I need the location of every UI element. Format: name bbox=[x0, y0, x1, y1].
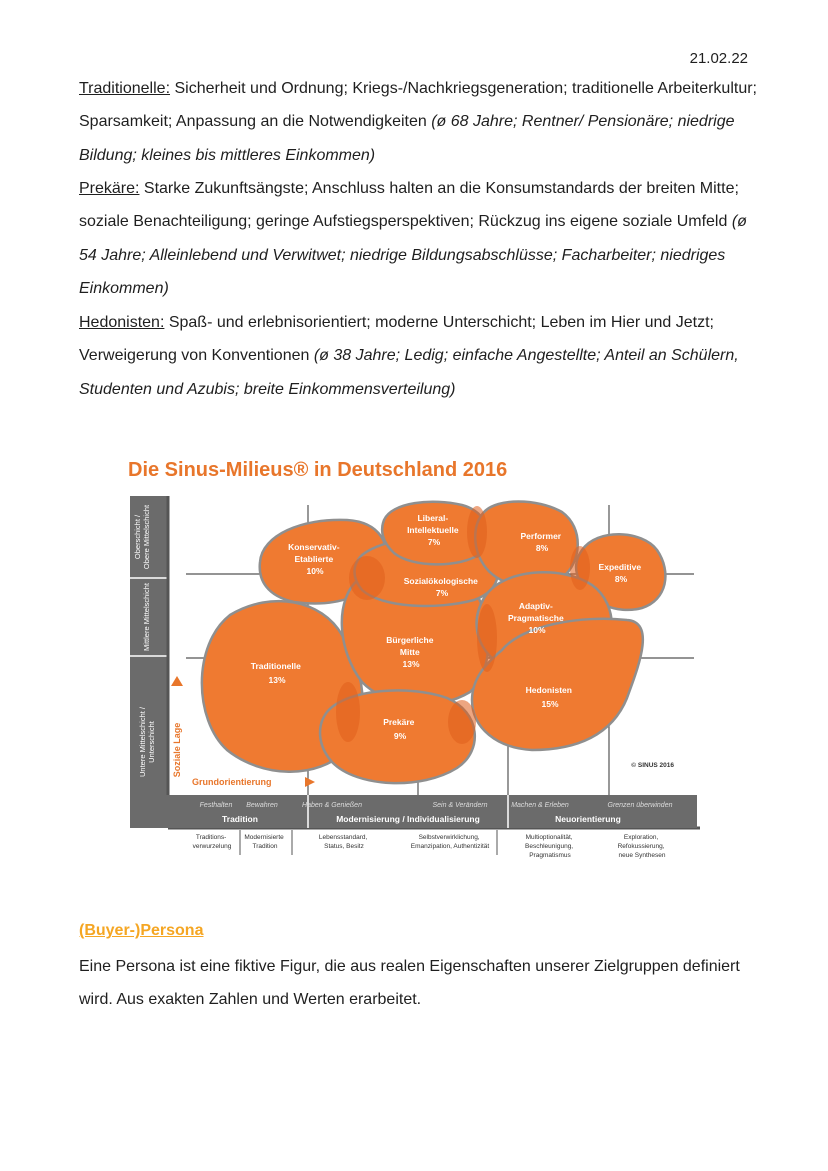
label-adaptiv-pragmatische: Adaptiv- Pragmatische 10% bbox=[507, 601, 564, 635]
left-axis-lower: Untere Mittelschicht /Unterschicht bbox=[138, 706, 156, 778]
label-traditionelle: Traditionelle 13% bbox=[250, 661, 301, 685]
desc-lebensstandard: Lebensstandard, Status, Besitz bbox=[318, 834, 368, 850]
label-liberal-intellektuelle: Liberal- Intellektuelle 7% bbox=[407, 513, 459, 547]
italic-traditionelle: (ø 68 Jahre; Rentner/ Pensionäre; niedrige Bildung; kleines bis mittleres Einkommen) bbox=[79, 113, 735, 164]
sub-bewahren: Bewahren bbox=[246, 802, 278, 809]
text-hedonisten: Spaß- und erlebnisorientiert; moderne Unterschicht; Leben im Hier und Jetzt; Verweigerung von Konventionen bbox=[79, 314, 714, 365]
desc-selbstverwirklichung: Selbstverwirklichung, Emanzipation, Authentizität bbox=[410, 834, 490, 850]
left-axis-middle: Mittlere Mittelschicht bbox=[142, 583, 151, 651]
sub-haben-geniessen: Haben & Genießen bbox=[302, 802, 362, 809]
main-modernisierung: Modernisierung / Individualisierung bbox=[336, 814, 480, 824]
label-prekaere: Prekäre: bbox=[79, 180, 140, 197]
label-hedonisten: Hedonisten: bbox=[79, 314, 165, 331]
paragraph-hedonisten bbox=[79, 306, 769, 406]
sub-festhalten: Festhalten bbox=[199, 802, 233, 809]
label-traditionelle: Traditionelle: bbox=[79, 80, 171, 97]
grundorientierung-arrow bbox=[305, 777, 315, 787]
bottom-descriptions bbox=[193, 834, 667, 859]
persona-heading: (Buyer-)Persona bbox=[79, 922, 204, 939]
paragraph-traditionelle bbox=[79, 72, 769, 172]
label-prekaere: Prekäre 9% bbox=[383, 717, 415, 741]
sub-sein-veraendern: Sein & Verändern bbox=[432, 802, 488, 809]
label-sozialoekologische: Sozialökologische 7% bbox=[403, 576, 478, 598]
label-konservativ-etablierte: Konservativ- Etablierte 10% bbox=[288, 542, 340, 576]
text-prekaere: Starke Zukunftsängste; Anschluss halten an die Konsumstandards der breiten Mitte; soziale Benachteiligung; geringe Aufstiegsperspektiven; Rückzug ins eigene soziale Umfeld bbox=[79, 180, 739, 231]
sinus-milieus-figure bbox=[122, 450, 707, 875]
main-tradition: Tradition bbox=[222, 814, 258, 824]
label-hedonisten: Hedonisten 15% bbox=[525, 685, 572, 709]
desc-exploration: Exploration, Refokussierung, neue Synthesen bbox=[617, 834, 666, 859]
label-performer: Performer 8% bbox=[520, 531, 562, 553]
desc-traditionsverwurzelung: Traditions- verwurzelung bbox=[192, 834, 232, 850]
desc-modernisierte-tradition: Modernisierte Tradition bbox=[244, 834, 284, 850]
text-traditionelle: Sicherheit und Ordnung; Kriegs-/Nachkriegsgeneration; traditionelle Arbeiterkultur; Sparsamkeit; Anpassung an die Notwendigkeiten bbox=[79, 80, 757, 131]
label-expeditive: Expeditive 8% bbox=[598, 562, 642, 584]
sub-grenzen-ueberwinden: Grenzen überwinden bbox=[607, 802, 673, 809]
copyright: © SINUS 2016 bbox=[631, 762, 674, 769]
italic-prekaere: (ø 54 Jahre; Alleinlebend und Verwitwet; niedrige Bildungsabschlüsse; Facharbeiter; niedriges Einkommen) bbox=[79, 213, 747, 297]
soziale-lage-label: Soziale Lage bbox=[172, 722, 182, 778]
grundorientierung-label: Grundorientierung bbox=[192, 777, 272, 787]
persona-description: Eine Persona ist eine fiktive Figur, die aus realen Eigenschaften unserer Zielgruppen definiert wird. Aus exakten Zahlen und Werten erarbeitet. bbox=[79, 958, 740, 1009]
left-axis-upper: Oberschicht /Obere Mittelschicht bbox=[133, 504, 151, 570]
figure-title: Die Sinus-Milieus® in Deutschland 2016 bbox=[128, 459, 508, 481]
label-buergerliche-mitte: Bürgerliche Mitte 13% bbox=[386, 635, 434, 669]
date: 21.02.22 bbox=[689, 50, 748, 67]
sub-machen-erleben: Machen & Erleben bbox=[511, 802, 569, 809]
paragraph-prekaere bbox=[79, 172, 769, 305]
desc-multioptionalitaet: Multioptionalität, Beschleunigung, Pragmatismus bbox=[525, 834, 574, 859]
soziale-lage-arrow bbox=[171, 676, 183, 686]
main-neuorientierung: Neuorientierung bbox=[555, 814, 621, 824]
italic-hedonisten: (ø 38 Jahre; Ledig; einfache Angestellte; Anteil an Schülern, Studenten und Azubis; breite Einkommensverteilung) bbox=[79, 347, 739, 398]
